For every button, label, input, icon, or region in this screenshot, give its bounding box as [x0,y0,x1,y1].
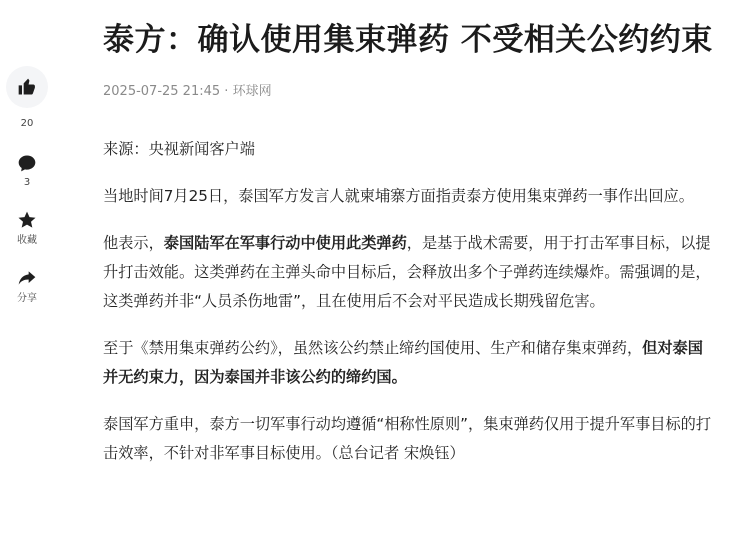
share-label: 分享 [17,293,37,304]
paragraph-source: 来源：央视新闻客户端 [103,140,255,158]
convention-lead: 至于《禁用集束弹药公约》，虽然该公约禁止缔约国使用、生产和储存集束弹药， [103,339,643,357]
like-count: 20 [20,118,34,129]
paragraph-reiteration: 泰国军方重申，泰方一切军事行动均遵循“相称性原则”，集束弹药仅用于提升军事目标的打击效率，不针对非军事目标使用。（总台记者 宋焕钰） [103,415,712,462]
paragraph-convention [103,334,715,392]
article [103,0,715,486]
star-icon [16,209,38,231]
comment-button[interactable] [0,152,54,189]
statement-rest: ，是基于战术需要，用于打击军事目标，以提升打击效能。这类弹药在主弹头命中目标后，会释放出多个子弹药连续爆炸。需强调的是，这类弹药并非“人员杀伤地雷”，且在使用后不会对平民造成长期残留危害。 [103,234,711,310]
action-sidebar [0,66,54,305]
source-site[interactable]: 环球网 [232,84,272,99]
paragraph-response: 当地时间7月25日，泰国军方发言人就柬埔寨方面指责泰方使用集束弹药一事作出回应。 [103,187,694,205]
paragraph-statement [103,229,715,316]
favorite-label: 收藏 [17,235,37,246]
favorite-button[interactable] [0,209,54,247]
like-icon-circle[interactable] [6,66,48,108]
like-button[interactable] [0,66,54,130]
article-body [103,135,715,468]
statement-lead: 他表示， [103,234,164,252]
thumbs-up-icon [16,76,38,98]
convention-bold: 但对泰国并无约束力，因为泰国并非该公约的缔约国。 [103,339,703,386]
comment-bubble-icon [16,152,38,174]
article-meta [103,83,715,101]
share-arrow-icon [16,267,38,289]
publish-date: 2025-07-25 21:45 [103,84,221,99]
share-button[interactable] [0,267,54,305]
meta-separator: · [224,84,229,99]
comment-count: 3 [23,177,31,188]
statement-bold: 泰国陆军在军事行动中使用此类弹药 [163,234,407,252]
article-title: 泰方：确认使用集束弹药 不受相关公约约束 [103,22,713,58]
